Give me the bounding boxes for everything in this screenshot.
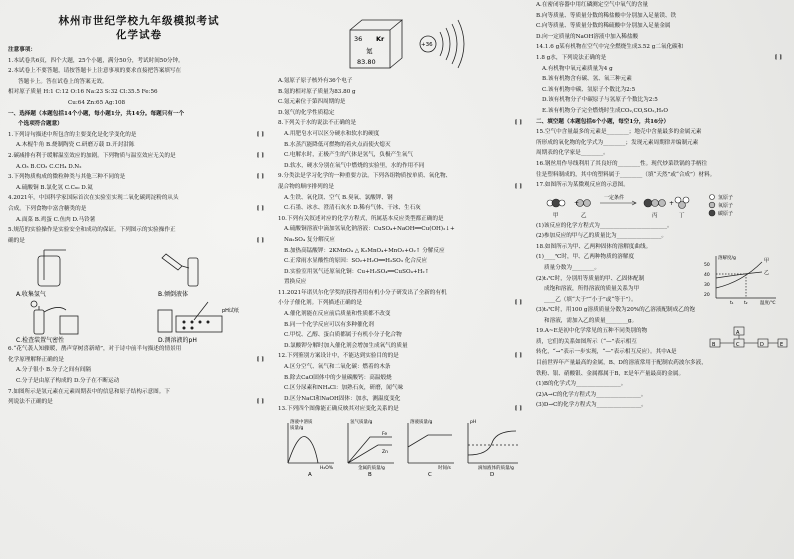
q18-text-2 bbox=[536, 305, 788, 326]
question-9-cont: [ ] 混合物的顺序排列的是 bbox=[278, 183, 522, 190]
q7-option-a: A.氪原子原子核外有36个电子 bbox=[278, 78, 353, 84]
question-15-cont: 周期表的化学家是________。 bbox=[536, 150, 609, 157]
question-options: D.氯酸钾分解时加入催化剂会增加生成氧气的质量 bbox=[284, 342, 408, 349]
q13-option-b: B.向等质量、等质量分数的稀盐酸中分别加入足量镁、铁 bbox=[536, 12, 677, 19]
q5-figures bbox=[8, 246, 270, 344]
column-left bbox=[8, 0, 270, 559]
question-options: A.生铁、氧化镁、空气 B.臭氧、氯酸钾、钢 bbox=[284, 194, 393, 201]
q5-caption-d: D.测溶液的pH bbox=[158, 337, 197, 345]
question-options: A.用肥皂水可以区分硬水和软水的硬度 bbox=[284, 130, 380, 137]
question-options: D.该有机物分子中碳原子与氢原子个数比为2:5 bbox=[542, 97, 658, 104]
q19-box-a: A bbox=[736, 330, 740, 337]
sol-t2: t₂ bbox=[744, 301, 748, 307]
g2-ylabel: 氢气质量/g bbox=[350, 420, 373, 425]
question-4: 4.2021年，中国科学家国际首次在实验室实现二氧化碳到淀粉的从头 bbox=[8, 195, 179, 202]
question-options: C.分子是由原子构成的 D.分子在不断运动 bbox=[16, 378, 120, 385]
q13-option-a: A.在密闭容器中用红磷测定空气中氧气的含量 bbox=[536, 2, 649, 8]
q18-sub: (3)t₂℃时，用100 g溶质质量分数为20%的乙溶液配制成乙的饱 bbox=[536, 307, 696, 314]
question-options: A.木棍牛角 B.烧制陶瓷 C.研磨万载 D.开封泔陈 bbox=[16, 142, 135, 149]
g1-letter: A bbox=[308, 472, 312, 477]
question-14: 14.1.6 g某有机物在空气中完全燃烧生成3.52 g二氧化碳和 bbox=[536, 44, 684, 51]
g3-xlabel: 时间/s bbox=[438, 466, 451, 471]
question-options: A.有机物中氧元素质量为4 g bbox=[542, 65, 613, 72]
question-options: A.O₃ B.CO₂ C.CH₄ D.N₂ bbox=[16, 163, 82, 170]
notice-line: 1.本试卷共6页，四个大题，25个小题，满分50分，考试时间50分钟。 bbox=[8, 57, 184, 64]
g1-xlabel: H₂O% bbox=[320, 466, 334, 471]
q19-block bbox=[536, 326, 788, 414]
q7-option-b: B.氪的相对原子质量为83.80 g bbox=[278, 88, 356, 95]
question-5: 5.规范的实验操作是实验安全和成功的保证。下列图示的实验操作正 bbox=[8, 227, 176, 234]
question-options: A.硫酸铜溶液中滴加氢氧化钠溶液：CuSO₄+NaOH══Cu(OH)₂↓+ bbox=[284, 226, 455, 233]
question-options: B.除去CaO固体中的少量碳酸钙：高温煅烧 bbox=[284, 374, 392, 381]
q13-graphs-svg bbox=[278, 415, 528, 477]
q17-reaction-svg bbox=[536, 191, 788, 221]
question-options: C.正常雨水显酸性的原因：SO₂+H₂O══H₂SO₃ 化合反应 bbox=[284, 258, 428, 265]
question-19-cont: 目前世界年产量最高的金属，B、D的溶液常用于配制农药波尔多液， bbox=[536, 360, 707, 367]
q18-sub: 和溶液，需加入乙的质量________g。 bbox=[544, 318, 638, 325]
question-options: B.该有机物含有碳、氢、氧三种元素 bbox=[542, 76, 632, 83]
question-17: 17.如图所示为某微观反应的示意图。 bbox=[536, 182, 629, 189]
sol-label-jia: 甲 bbox=[764, 258, 770, 265]
q17-label-bing: 丙 bbox=[652, 212, 658, 219]
question-options: 置换反应 bbox=[284, 279, 307, 286]
question-19-cont: 转化，“→”表示一步实现，“—”表示相互反应）。其中A是 bbox=[536, 349, 677, 356]
notice-line: 答题卡上。答在试卷上的答案无效。 bbox=[18, 78, 108, 85]
question-19: 19.A~E是初中化学常见的五种不同类别的物 bbox=[536, 328, 648, 335]
question-options: D.软水，硬水分别在氧气中燃烧的实验里，水的作用不同 bbox=[284, 162, 425, 169]
sol-tick: 20 bbox=[704, 293, 710, 299]
q17-label-ding: 丁 bbox=[679, 212, 685, 219]
question-8: [ ] 8.下列关于水的说法不正确的是 bbox=[278, 120, 522, 127]
plus-sign: + bbox=[669, 199, 675, 207]
question-12: [ ] 12.下列鉴别方案设计中，不能达到实验目的的是 bbox=[278, 353, 522, 360]
q19-sub1: (1)B的化学式为________________。 bbox=[536, 381, 627, 388]
question-4-cont: [ ] 合成。下列食物中富含糖类的是 bbox=[8, 205, 264, 212]
question-6: 6.“花气袭人知骤暖，鹊声穿树喜新晴”，对于诗中前半句描述的情景用 bbox=[8, 346, 182, 353]
question-3: [ ] 3.下列物质构成的微粒种类与其他三种不同的是 bbox=[8, 174, 264, 181]
q19-box-c: C bbox=[736, 342, 740, 349]
question-options: D.区分NaCl和NaOH固体：加水，测温度变化 bbox=[284, 395, 401, 402]
q18-sub: ____乙（填“大于”“小于”或“等于”）。 bbox=[544, 296, 637, 303]
question-15-cont: 所形成的氧化物的化学式为________；发现元素周期律并编制元素 bbox=[536, 139, 699, 146]
question-options: A.区分空气、氧气和二氧化碳：燃着的木条 bbox=[284, 364, 391, 371]
g3-ylabel: 溶液质量/g bbox=[410, 420, 433, 425]
q5-caption-b: B.倾倒液体 bbox=[158, 291, 189, 299]
q5-apparatus-drawing bbox=[8, 246, 270, 344]
g4-ylabel: pH bbox=[470, 420, 477, 425]
sol-xlabel: 温度/℃ bbox=[760, 301, 776, 307]
solubility-curve bbox=[702, 252, 786, 308]
question-15: 15.空气中含量最多的元素是________；地壳中含量最多的金属元素 bbox=[536, 129, 702, 136]
question-19-cont: 质，它们的关系如图所示（“—”表示相互 bbox=[536, 339, 637, 346]
g1-ylabel: 溶液中溶质 bbox=[290, 420, 313, 425]
question-19-cont: 铁粉、银、硝酸银、金属都属于B，E是年产量最高的金属。 bbox=[536, 370, 685, 377]
question-options: D.实验室用氢气还原氧化铜：Cu+H₂SO₄══CuSO₄+H₂↑ bbox=[284, 268, 430, 275]
question-options: A.面菜 B.鸡蛋 C.鱼肉 D.马铃薯 bbox=[16, 216, 96, 223]
question-11: 11.2021年诺贝尔化学奖的获得者用有机小分子研发出了全新的有机 bbox=[278, 289, 447, 296]
q5-caption-a: A.收集氢气 bbox=[16, 291, 46, 299]
g2-letter: B bbox=[368, 472, 372, 477]
question-5-cont: [ ] 确的是 bbox=[8, 237, 264, 244]
question-16-cont: 往是塑料制成的，其中的塑料属于________（填“天然”或“合成”）材料。 bbox=[536, 171, 716, 178]
question-11-cont: [ ] 小分子催化剂。下列描述正确的是 bbox=[278, 300, 522, 307]
kr-symbol: Kr bbox=[376, 35, 385, 43]
question-options: C.区分尿素和NH₄Cl：加熟石灰，研磨，闻气味 bbox=[284, 385, 404, 392]
question-options: A.分子很小 B.分子之间有间隔 bbox=[16, 367, 92, 374]
g2-fe-label: Fe bbox=[382, 432, 388, 437]
g2-zn-label: Zn bbox=[382, 450, 388, 455]
question-1: [ ] 1.下列诗句描述中所包含的主要变化是化学变化的是 bbox=[8, 131, 264, 138]
question-7-cont: [ ] 列说法不正确的是 bbox=[8, 399, 264, 406]
question-16: 16.钢丝用作导线利用了其良好的________性。现代炒菜铁锅的手柄往 bbox=[536, 160, 708, 167]
legend-h: 氢原子 bbox=[718, 194, 734, 201]
q17-reaction-figure bbox=[536, 191, 788, 221]
question-2: [ ] 2.碳减排有利于缓解温室效应的加剧。下列物质与温室效应无关的是 bbox=[8, 152, 264, 159]
plus-sign: + bbox=[574, 199, 580, 207]
q17-condition: 一定条件 bbox=[604, 194, 625, 201]
q7-option-d: D.氪气的化学性质稳定 bbox=[278, 109, 335, 116]
q18-sub: (2)t₁℃时，分别用等质量的甲、乙固体配制 bbox=[536, 275, 645, 282]
sol-tick: 30 bbox=[704, 283, 710, 289]
krypton-figure bbox=[278, 0, 528, 76]
legend-o: 氧原子 bbox=[718, 202, 734, 209]
q13-option-d: D.向一定质量的NaOH溶液中加入稀盐酸 bbox=[536, 33, 639, 40]
q17-label-yi: 乙 bbox=[581, 212, 587, 219]
q17-sub2: (2)参加反应的甲与乙的质量比为________________。 bbox=[536, 233, 667, 240]
question-options: Na₂SO₄ 复分解反应 bbox=[284, 236, 335, 243]
q18-block bbox=[536, 252, 788, 326]
question-10: 10.下列有关叙述对应的化学方程式，所属基本反应类型都正确的是 bbox=[278, 215, 444, 222]
column-right bbox=[536, 0, 788, 559]
atomic-mass-line: Cu:64 Zn:65 Ag:108 bbox=[68, 99, 126, 106]
q18-text bbox=[536, 252, 696, 305]
krypton-element-cell bbox=[278, 0, 528, 76]
atomic-mass-line: 相对原子质量 H:1 C:12 O:16 Na:23 S:32 Cl:35.5 Fe:56 bbox=[8, 89, 158, 96]
question-13: [ ] 13.下列四个图像能正确反映其对应变化关系的是 bbox=[278, 406, 522, 413]
q18-sub: 质量分数为________。 bbox=[544, 265, 600, 272]
q18-sub: 成饱和溶液，所得溶液的质量关系为甲 bbox=[544, 286, 640, 293]
question-options: B.同一个化学反应可以有多种催化剂 bbox=[284, 321, 374, 328]
section-heading: 个选项符合题意） bbox=[18, 121, 63, 128]
sol-tick: 40 bbox=[704, 273, 710, 279]
question-options: C.该有机物中碳、氢原子个数比为2:5 bbox=[542, 86, 636, 93]
notice-heading: 注意事项： bbox=[8, 47, 36, 53]
q19-sub2: (2)A→C的化学方程式为________________。 bbox=[536, 391, 647, 398]
exam-title: 林州市世纪学校九年级模拟考试 bbox=[58, 15, 220, 27]
g1-ylabel2: 质量/g bbox=[290, 426, 304, 431]
q19-box-d: D bbox=[760, 342, 764, 349]
question-options: C.甲烷、乙醇、蛋白质都属于有机小分子化合物 bbox=[284, 332, 402, 339]
column-middle bbox=[278, 0, 528, 559]
question-options: C.电解水时，正极产生的气体是氢气，负极产生氧气 bbox=[284, 152, 413, 159]
question-6-cont: [ ] 化学原理解释正确的是 bbox=[8, 356, 264, 363]
question-9: 9.分类法是学习化学的一种重要方法。下列各组物质按单质、氧化物、 bbox=[278, 173, 452, 180]
kr-name: 氪 bbox=[366, 47, 373, 55]
question-options: B.加热高锰酸钾：2KMnO₄ △ K₂MnO₄+MnO₂+O₂↑ 分解反应 bbox=[284, 247, 445, 254]
exam-subtitle: 化学试卷 bbox=[116, 29, 162, 41]
g3-letter: C bbox=[428, 472, 432, 477]
q19-box-e: E bbox=[780, 342, 784, 349]
sol-t1: t₁ bbox=[730, 301, 734, 307]
kr-nucleus-charge: +36 bbox=[421, 42, 433, 48]
notice-line: 2.本试卷上不要答题，请按答题卡上注意事项的要求直接把答案填写在 bbox=[8, 68, 182, 75]
q17-label-jia: 甲 bbox=[553, 212, 559, 219]
question-18: 18.如图所示为甲、乙两种固体的溶解度曲线。 bbox=[536, 243, 652, 250]
sol-tick: 50 bbox=[704, 263, 710, 269]
question-14-cont: [ ] 1.8 g水，下列说法正确的是 bbox=[536, 54, 782, 61]
question-options: C.石墨、冰水、澄清石灰水 D.稀有气体、干冰、生石灰 bbox=[284, 205, 421, 212]
question-options: E.该有机物分子完全燃烧时生成CO₂,CO,SO₂,H₂O bbox=[542, 107, 668, 114]
q7-option-c: C.氪元素位于第四周期的是 bbox=[278, 99, 346, 106]
q19-box-b: B bbox=[712, 342, 716, 349]
question-options: B.水蒸汽能降低可燃物的着火点而使火熄灭 bbox=[284, 141, 391, 148]
q13-option-c: C.向等质量、等质量分数的稀硫酸中分别加入足量金属 bbox=[536, 23, 671, 30]
ph-paper-label: pH试纸 bbox=[222, 308, 239, 315]
kr-atomic-number: 36 bbox=[354, 35, 363, 43]
sol-ylabel: 溶解度/g bbox=[718, 256, 736, 262]
q13-graphs bbox=[278, 415, 528, 477]
g2-xlabel: 金属的质量/g bbox=[358, 466, 385, 471]
section-heading: 二、填空题（本题包括6个小题，每空1分，共16分） bbox=[536, 118, 670, 125]
section-heading: 一、选择题（本题包括14个小题，每小题1分，共14分。每题只有一个 bbox=[8, 110, 185, 117]
sol-label-yi: 乙 bbox=[764, 270, 770, 277]
q19-sub3: (3)D→C的化学方程式为________________。 bbox=[536, 402, 647, 409]
q18-sub: (1)____℃时，甲、乙两种物质的溶解度 bbox=[536, 254, 635, 261]
legend-c: 碳原子 bbox=[718, 210, 734, 217]
g4-letter: D bbox=[490, 472, 495, 477]
q17-sub1: (1)该反应的化学方程式为________________________。 bbox=[536, 222, 673, 229]
g4-xlabel: 滴加液体的质量/g bbox=[478, 466, 514, 471]
question-7: 7.如图所示是氢元素在元素周期表中的信息和原子结构示意图。下 bbox=[8, 388, 170, 395]
question-options: A.硫酸铜 B.氯化氢 C.C₆₀ D.氦 bbox=[16, 184, 93, 191]
question-options: A.催化剂能在反应前后质量和性质都不改变 bbox=[284, 311, 391, 318]
kr-mass: 83.80 bbox=[357, 58, 376, 66]
q5-caption-c: C.检查装置气密性 bbox=[16, 337, 65, 345]
